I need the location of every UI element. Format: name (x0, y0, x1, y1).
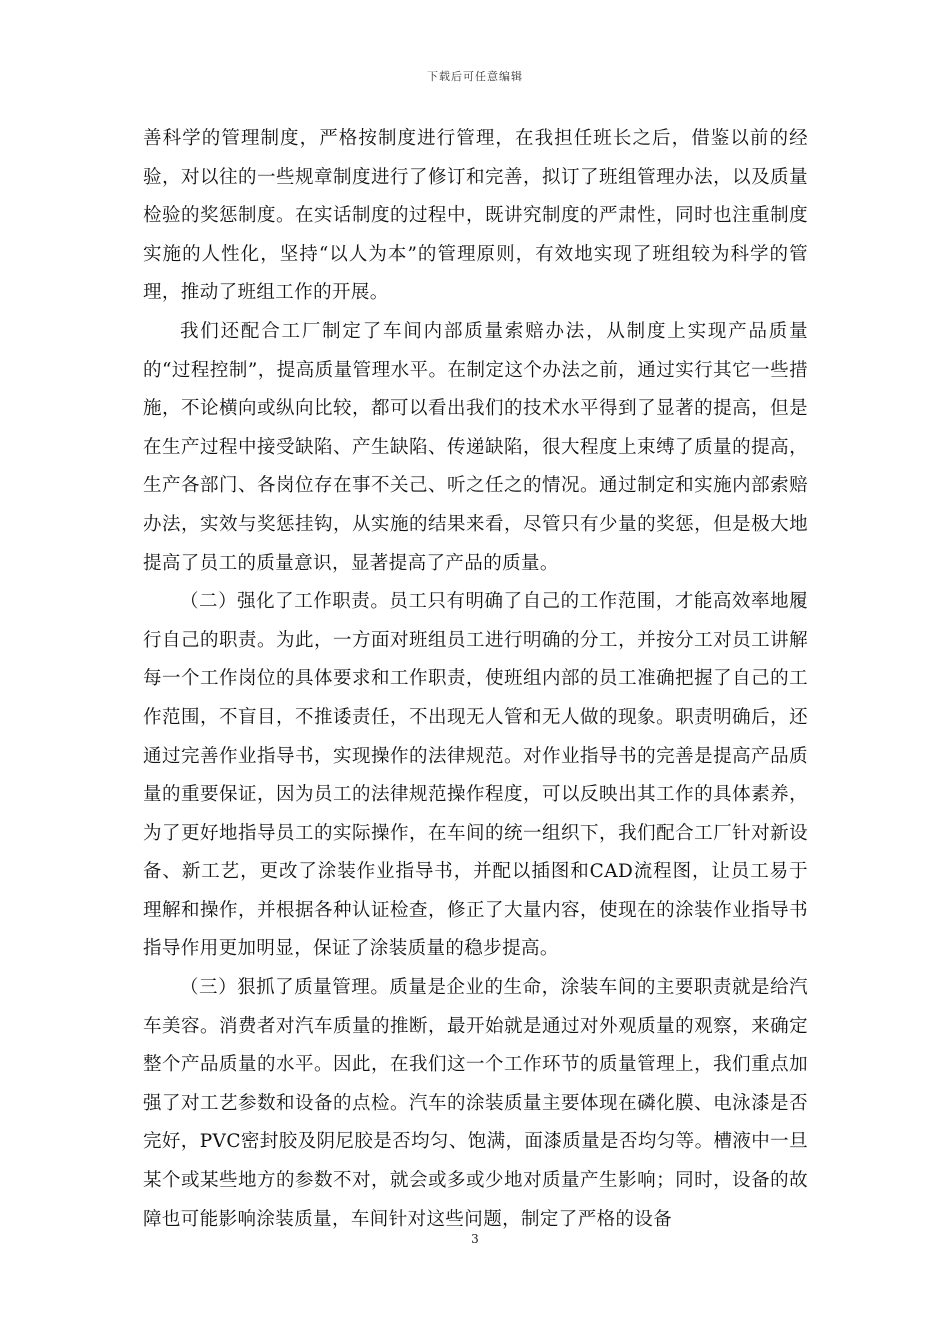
paragraph-4: （三）狠抓了质量管理。质量是企业的生命，涂装车间的主要职责就是给汽车美容。消费者对汽车质量的推断，最开始就是通过对外观质量的观察，来确定整个产品质量的水平。因此，在我们这一个工作环节的质量管理上，我们重点加强了对工艺参数和设备的点检。汽车的涂装质量主要体现在磷化膜、电泳漆是否完好，PVC密封胶及阴尼胶是否均匀、饱满，面漆质量是否均匀等。槽液中一旦某个或某些地方的参数不对，就会或多或少地对质量产生影响；同时，设备的故障也可能影响涂装质量，车间针对这些问题，制定了严格的设备 (143, 977, 808, 1230)
paragraph-3: （二）强化了工作职责。员工只有明确了自己的工作范围，才能高效率地履行自己的职责。为此，一方面对班组员工进行明确的分工，并按分工对员工讲解每一个工作岗位的具体要求和工作职责，使班组内部的员工准确把握了自己的工作范围，不盲目，不推诿责任，不出现无人管和无人做的现象。职责明确后，还通过完善作业指导书，实现操作的法律规范。对作业指导书的完善是提高产品质量的重要保证，因为员工的法律规范操作程度，可以反映出其工作的具体素养，为了更好地指导员工的实际操作，在车间的统一组织下，我们配合工厂针对新设备、新工艺，更改了涂装作业指导书，并配以插图和CAD流程图，让员工易于理解和操作，并根据各种认证检查，修正了大量内容，使现在的涂装作业指导书指导作用更加明显，保证了涂装质量的稳步提高。 (143, 591, 808, 960)
paragraph-1: 善科学的管理制度，严格按制度进行管理，在我担任班长之后，借鉴以前的经验，对以往的一些规章制度进行了修订和完善，拟订了班组管理办法，以及质量检验的奖惩制度。在实话制度的过程中，既讲究制度的严肃性，同时也注重制度实施的人性化，坚持“以人为本”的管理原则，有效地实现了班组较为科学的管理，推动了班组工作的开展。 (143, 128, 808, 304)
document-body (143, 120, 808, 1239)
paragraph-2: 我们还配合工厂制定了车间内部质量索赔办法，从制度上实现产品质量的“过程控制”，提高质量管理水平。在制定这个办法之前，通过实行其它一些措施，不论横向或纵向比较，都可以看出我们的技术水平得到了显著的提高，但是在生产过程中接受缺陷、产生缺陷、传递缺陷，很大程度上束缚了质量的提高，生产各部门、各岗位存在事不关己、听之任之的情况。通过制定和实施内部索赔办法，实效与奖惩挂钩，从实施的结果来看，尽管只有少量的奖惩，但是极大地提高了员工的质量意识，显著提高了产品的质量。 (143, 320, 808, 574)
page-header: 下载后可任意编辑 (427, 70, 523, 83)
page-number: 3 (471, 1232, 479, 1246)
